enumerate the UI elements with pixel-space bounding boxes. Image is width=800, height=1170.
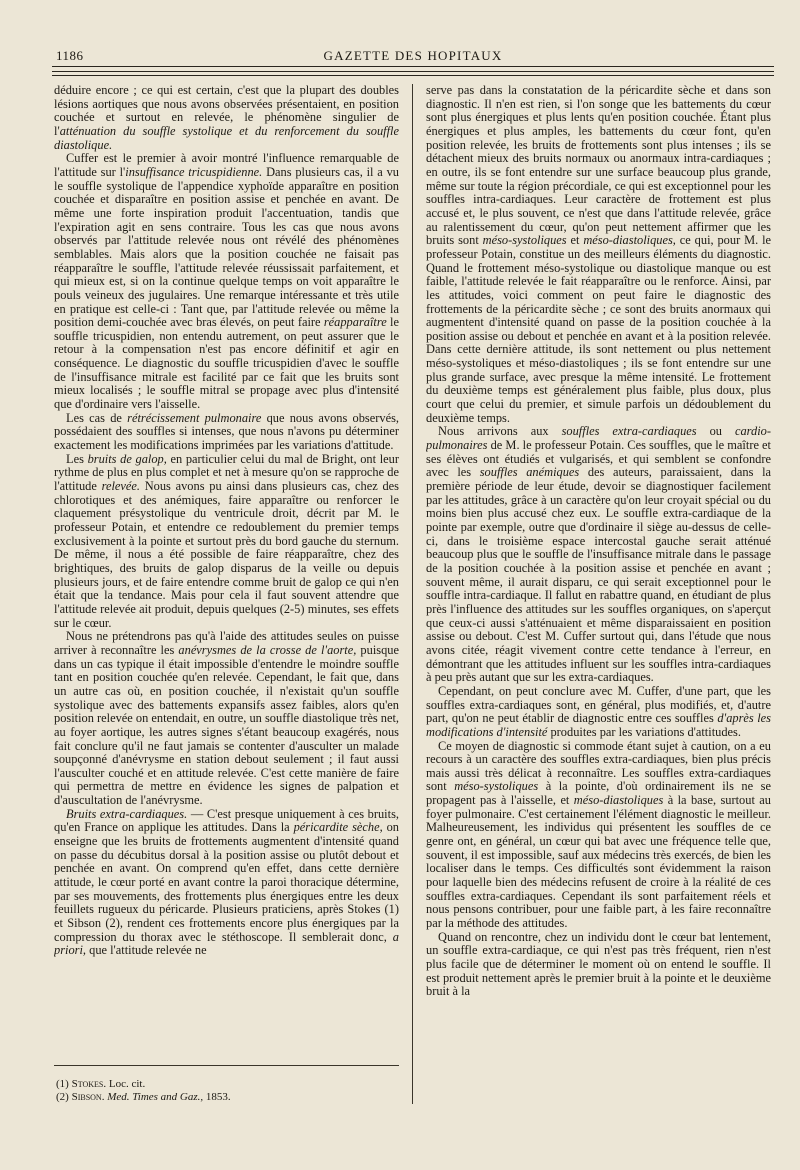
text-run: (2)	[56, 1091, 72, 1103]
text-run: Sibson	[71, 1091, 102, 1103]
text-run: de M. le professeur Potain. Ces souffles, que le maître et ses élèves ont étudiés et vulgarisés, et qui semblent se confondre avec les	[426, 438, 771, 480]
italic-text: Bruits extra-cardiaques.	[66, 806, 188, 821]
paragraph	[54, 412, 399, 453]
paragraph	[54, 453, 399, 631]
footnote	[56, 1078, 396, 1091]
text-run: .	[101, 1091, 108, 1103]
text-run: Les	[66, 451, 88, 466]
text-run: que l'attitude relevée ne	[86, 943, 207, 958]
italic-text: Med. Times and Gaz.,	[107, 1091, 204, 1103]
paragraph	[54, 84, 399, 152]
text-run: Cependant, on peut conclure avec M. Cuffer, d'une part, que les souffles extra-cardiaques sont, en général, plus modifiés, et, d'autre part, qu'on ne peut établir de diagnostic entre ces souffles	[426, 683, 771, 726]
text-run: (1)	[56, 1078, 72, 1090]
italic-text: réapparaître	[323, 315, 387, 330]
italic-text: insuffisance tricuspidienne.	[125, 164, 263, 179]
italic-text: souffles anémiques	[479, 465, 580, 480]
text-run: Nous avons pu ainsi dans plusieurs cas, chez des chlorotiques et des anémiques, faire apparaître ou renforcer le claquement présystolique du ventricule droit, décrit par M. le professeur Potain, et entendre ce redoublement du premier temps exclusivement à la pointe et surtout près du bord gauche du sternum. De même, il nous a été possible de faire réapparaître, chez des brightiques, des bruits de galop disparus de la veille ou depuis plusieurs jours, et de faire entendre comme bruit de galop ce qui n'en était que la tendance. Mais pour cela il faut souvent attendre que l'attitude relevée ait produit, depuis quelques (2-5) minutes, ses effets sur le cœur.	[54, 479, 399, 630]
text-run: 1853.	[203, 1091, 231, 1103]
paragraph	[54, 630, 399, 808]
paragraph	[426, 425, 771, 684]
italic-text: bruits de galop,	[87, 451, 167, 466]
text-run: . Loc. cit.	[103, 1078, 146, 1090]
text-run: produites par les variations d'attitudes.	[547, 724, 741, 739]
paragraph	[54, 808, 399, 958]
text-run: déduire encore ; ce qui est certain, c'est que la plupart des doubles lésions aortiques que nous avons observées présentaient, en position couchée et surtout en relevée, le phénomène singulier de l'	[54, 84, 399, 138]
paragraph	[426, 84, 771, 425]
column-divider	[412, 84, 413, 1104]
italic-text: péricardite sèche,	[293, 820, 383, 835]
italic-text: anévrysmes de la crosse de l'aorte,	[178, 642, 357, 657]
text-run: on enseigne que les bruits de frottements augmentent d'intensité quand on passe du décubitus dorsal à la position assise ou plutôt debout et penchée en avant. On comprend qu'en effet, dans cette dernière attitude, le cœur porté en avant contre la paroi thoracique détermine, par ses mouvements, des frottements plus énergiques entre les deux feuillets rugueux du péricarde. Plusieurs praticiens, après Stokes (1) et Sibson (2), rendent ces frottements encore plus énergiques par la compression du thorax avec le stéthoscope. Il semblerait donc,	[54, 820, 399, 944]
text-run: Nous arrivons aux	[438, 424, 562, 439]
text-run: et	[566, 233, 584, 248]
italic-text: souffles extra-cardiaques	[561, 424, 697, 439]
text-run: à la base, surtout au foyer pulmonaire. C'est certainement l'élément diagnostic le meilleur. Malheureusement, les individus qui présentent les souffles de ce genre ont, en général, un cœur qui bat avec une fréquence telle que, souvent, il est impossible, sauf aux médecins très exercés, de bien les localiser dans le temps. Ces difficultés sont évidemment la raison pour laquelle bien des médecins refusent de croire à la réalité de ces souffles extra-cardiaques. Cependant ils sont parfaitement réels et nous pensons contribuer, pour une faible part, à les faire reconnaître par la méthode des attitudes.	[426, 793, 771, 931]
text-run: Quand on rencontre, chez un individu dont le cœur bat lentement, un souffle extra-cardiaque, ce qui n'est pas très fréquent, rien n'est plus facile que de déterminer le moment où on entend le souffle. Il est produit nettement après le premier bruit à la pointe et le deuxième bruit à la	[426, 929, 771, 999]
text-run: ou	[696, 424, 735, 439]
text-run: Stokes	[71, 1078, 104, 1090]
page-header	[52, 44, 774, 64]
paragraph	[426, 685, 771, 740]
italic-text: cardio-pulmonaires	[426, 424, 771, 453]
text-run: Ce moyen de diagnostic si commode étant sujet à caution, on a eu recours à un caractère des souffles extra-cardiaques, bien plus précis mais aussi très délicat à reconnaître. Les souffles extra-cardiaques sont	[426, 738, 771, 794]
italic-text: méso-systoliques	[482, 233, 567, 248]
text-run: Dans plusieurs cas, il a vu le souffle systolique de l'appendice xyphoïde apparaître en position couchée et disparaître en position assise et penchée en avant. De même une forte inspiration produit l'accentuation, tandis que l'expiration agit en sens contraire. Tous les cas que nous avons observés par l'attitude relevée nous ont révélé des phénomènes semblables. Mais alors que la position couchée ne faisait pas réapparaître le souffle, l'attitude relevée réussissait parfaitement, et qui mieux est, si on la continue quelque temps on voit apparaître le pouls veineux des jugulaires. Une remarque intéressante et très utile en pratique est celle-ci : Tant que, par l'attitude relevée ou même la position demi-couchée avec bras élevés, on peut faire	[54, 164, 399, 330]
italic-text: méso-diastoliques	[573, 793, 664, 808]
italic-text: relevée.	[101, 479, 140, 494]
text-run: ce qui, pour M. le professeur Potain, constitue un des meilleurs éléments du diagnostic. Quand le frottement méso-systolique ou diastolique manque ou est faible, l'attitude relevée le fait réapparaître ou le renforce. Ainsi, par les attitudes, voici comment on peut faire le diagnostic des frottements de la péricardite sèche ; ce sont des bruits anormaux qui augmentent d'intensité quand on passe de la position couchée à la position assise ou debout et penchée en avant et à la position relevée. Dans cette dernière attitude, ils sont nettement ou plus nettement méso-systoliques et méso-diastoliques ; ils se font entendre sur une plus grande surface, avec presque la même intensité. Le frottement du deuxième temps est généralement plus faible, plus doux, plus court que celui du premier, et simule parfois un dédoublement du deuxième temps.	[426, 233, 771, 425]
paragraph	[54, 152, 399, 411]
italic-text: a priori,	[54, 929, 399, 958]
footnote-rule	[54, 1065, 399, 1066]
text-run: serve pas dans la constatation de la péricardite sèche et dans son diagnostic. Il n'en est rien, si l'on songe que les battements du cœur sont plus énergiques et plus lents qu'en position couchée. Étant plus énergiques et plus amples, les battements du cœur font, qu'en position relevée, les bruits de frottements sont plus intenses ; ils se détachent mieux des bruits normaux ou anormaux intra-cardiaques ; en outre, ils se font entendre sur une surface beaucoup plus grande, même sur toute la région précordiale, ce qui est exceptionnel pour les souffles intra-cardiaques. Leur caractère de frottement est plus accusé et, le plus souvent, ce n'est que dans l'attitude relevée, grâce au ralentissement du cœur, qu'on peut nettement affirmer que les bruits sont	[426, 84, 771, 248]
page-number: 1186	[56, 48, 84, 63]
footnotes	[56, 1078, 396, 1104]
italic-text: rétrécissement pulmonaire	[127, 410, 262, 425]
italic-text: méso-systoliques	[454, 779, 539, 794]
paragraph	[426, 931, 771, 999]
italic-text: méso-diastoliques,	[583, 233, 676, 248]
text-run: des auteurs, paraissaient, dans la première période de leur étude, devoir se diagnostiquer facilement par les attitudes, grâce à un caractère qu'on leur croyait spécial ou du moins bien plus accusé chez eux. Le souffle extra-cardiaque de la pointe par exemple, outre que d'ordinaire il siège au-dessus de celle-ci, dans le troisième espace intercostal gauche serait atténué beaucoup plus que le souffle de l'insuffisance mitrale dans le passage de la position couchée à la position assise et penchée en avant ; souvent même, il aurait disparu, ce qui serait exceptionnel pour le souffle intra-cardiaque. Il fallut en rabattre quand, en étudiant de plus près l'influence des attitudes sur les souffles organiques, on s'aperçut que ceux-ci aussi s'atténuaient et même disparaissaient en position assise ou debout. C'est M. Cuffer surtout qui, dans l'étude que nous avons citée, réagit vivement contre cette tendance à l'erreur, en démontrant que les attitudes influent sur les souffles intra-cardiaques à peu près autant que sur les extra-cardiaques.	[426, 465, 771, 685]
right-column	[426, 84, 771, 1119]
text-run: Les cas de	[66, 410, 128, 425]
left-column	[54, 84, 399, 1119]
running-title: GAZETTE DES HOPITAUX	[323, 48, 503, 63]
text-run: en particulier celui du mal de Bright, ont leur rythme de plus en plus complet et net à mesure qu'on se rapproche de l'attitude	[54, 451, 399, 494]
text-run: à la pointe, d'où ordinairement ils ne se propagent pas à l'aisselle, et	[426, 779, 771, 808]
footnote	[56, 1091, 396, 1104]
text-run: que nous avons observés, possédaient des souffles si intenses, que nous n'avons pu déterminer exactement les modifications imprimées par les variations d'attitude.	[54, 410, 399, 453]
header-rule-top	[52, 66, 774, 67]
italic-text: d'après les modifications d'intensité	[426, 711, 771, 739]
header-rule-middle	[52, 71, 774, 72]
text-run: — C'est presque uniquement à ces bruits, qu'en France on applique les attitudes. Dans la	[54, 806, 399, 835]
text-run: Nous ne prétendrons pas qu'à l'aide des attitudes seules on puisse arriver à reconnaître les	[54, 629, 399, 657]
paragraph	[426, 740, 771, 931]
header-rule-bottom	[52, 75, 774, 76]
text-run: puisque dans un cas typique il était impossible d'entendre le moindre souffle tant en position couchée qu'en relevée. Cependant, le fait que, dans un autre cas où, en position couchée, il n'existait qu'un souffle systolique avec des battements expansifs assez faibles, alors qu'en position relevée on entendait, en outre, un souffle diastolique très net, au foyer aortique, les autres signes s'étant beaucoup exagérés, nous fait conclure qu'il ne faut jamais se contenter d'ausculter un malade soupçonné d'anévrysme en station debout seulement ; il faut aussi l'ausculter couché et en attitude relevée. C'est cette manière de faire qui permettra de mettre en évidence les signes de palpation et d'auscultation de l'anévrysme.	[54, 642, 399, 808]
text-run: le souffle tricuspidien, non entendu autrement, on peut assurer que le retour à la compensation n'est pas encore définitif et agir en conséquence. Le diagnostic du souffle tricuspidien d'avec le souffle de l'insuffisance mitrale est facilité par ce fait que les bruits sont mieux localisés ; le souffle mitral se propage avec plus d'intensité que d'ordinaire vers l'aisselle.	[54, 315, 399, 412]
text-run: Cuffer est le premier à avoir montré l'influence remarquable de l'attitude sur l'	[54, 151, 399, 179]
italic-text: atténuation du souffle systolique et du renforcement du souffle diastolique.	[54, 123, 399, 152]
